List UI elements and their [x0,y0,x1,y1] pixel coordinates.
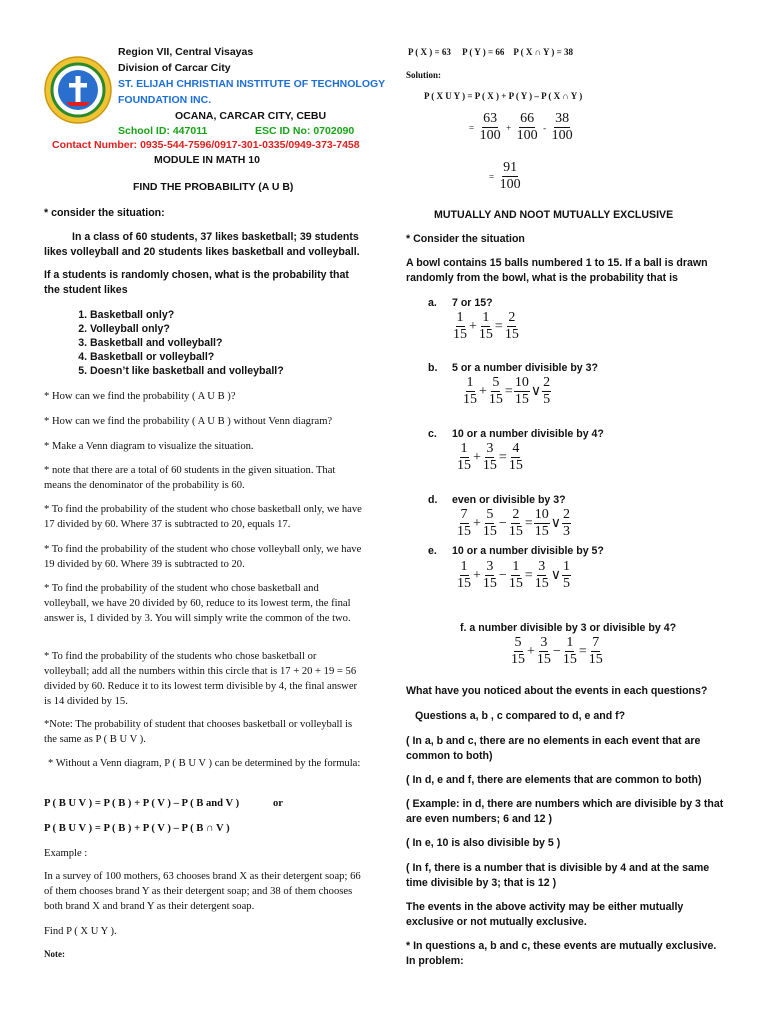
equation-c [456,441,524,474]
minus-sign: − [498,515,507,531]
fraction: $\frac{2}{15}$ [504,310,519,342]
equals-sign: = [524,567,533,583]
fraction: $\frac{1}{15}$ [457,441,471,473]
paragraph: *Note: The probability of student that chooses basketball or volleyball is the same as P ( B U V ). [44,719,353,745]
fraction: $\frac{1}{15}$ [508,559,523,591]
minus-sign: − [552,643,561,659]
equals-sign: = [578,643,587,659]
item-c-label: c. [428,428,437,440]
division-line: Division of Carcar City [118,62,231,74]
fraction: $\frac{63}{100}$ [479,111,501,143]
paragraph: * To find the probability of the student who chose volleyball only, we have 19 divided by 60. Where 39 is subtracted to 20. [44,544,362,570]
plus-sign: + [527,643,535,659]
fraction: $\frac{38}{100}$ [551,111,573,143]
list-item: 5. Doesn’t like basketball and volleyball? [90,364,410,378]
list-item: 4. Basketball or volleyball? [90,350,410,364]
fraction: $\frac{1}{15}$ [457,559,471,591]
list-item: 1. Basketball only? [90,308,410,322]
fraction: $\frac{2}{15}$ [508,507,523,539]
school-name-line2: FOUNDATION INC. [118,94,212,106]
school-seal [44,56,112,124]
item-d-label: d. [428,494,438,506]
plus-sign: + [473,567,481,583]
equation-e [456,559,571,592]
question-intro: If a students is randomly chosen, what is the probability that the student likes [44,269,349,296]
fraction: $\frac{66}{100}$ [516,111,538,143]
fraction: $\frac{7}{15}$ [457,507,471,539]
fraction: $\frac{10}{15}$ [514,375,529,407]
fraction: $\frac{3}{15}$ [536,635,551,667]
region-line: Region VII, Central Visayas [118,46,254,58]
item-b-text: 5 or a number divisible by 3? [452,362,599,374]
paragraph: * Without a Venn diagram, P ( B U V ) can be determined by the formula: [48,758,361,769]
answer-text: ( In f, there is a number that is divisible by 4 and at the same time divisible by 3; that is 12 ) [406,862,710,889]
answer-text: ( In a, b and c, there are no elements in each event that are common to both) [406,735,701,762]
noticed-question: What have you noticed about the events in each questions? [406,685,708,697]
plus-sign: + [473,449,481,465]
equation-1 [468,111,574,144]
plus-sign: + [473,515,481,531]
given-values: P ( X ) = 63 P ( Y ) = 66 P ( X ∩ Y ) = 38 [408,47,574,57]
topic-title: FIND THE PROBABILITY (A U B) [133,181,294,193]
item-a-label: a. [428,297,437,309]
fraction: $\frac{5}{15}$ [511,635,525,667]
bowl-problem: A bowl contains 15 balls numbered 1 to 15. If a ball is drawn randomly from the bowl, what is the probability that is [406,257,708,284]
fraction: $\frac{91}{100}$ [499,160,521,192]
fraction: $\frac{1}{5}$ [562,559,570,591]
question-list [44,308,410,378]
module-title: MODULE IN MATH 10 [154,154,260,166]
equation-b [462,375,551,408]
fraction: $\frac{5}{15}$ [482,507,497,539]
paragraph: * Make a Venn diagram to visualize the situation. [44,441,254,452]
list-item: 2. Volleyball only? [90,322,410,336]
minus-sign: - [543,122,547,133]
list-item: 3. Basketball and volleyball? [90,336,410,350]
fraction: $\frac{5}{15}$ [488,375,503,407]
survey-text: In a survey of 100 mothers, 63 chooses brand X as their detergent soap; 66 of them chooses brand Y as their detergent soap; and 38 of them chooses both brand X and brand Y as their detergent soap. [44,871,361,912]
fraction: $\frac{1}{15}$ [562,635,577,667]
or-symbol: ∨ [530,384,542,399]
equals-sign: = [498,449,507,465]
fraction: $\frac{2}{3}$ [562,507,570,539]
paragraph: * note that there are a total of 60 students in the given situation. That means the denominator of the probability is 60. [44,465,336,491]
fraction: $\frac{10}{15}$ [534,507,549,539]
item-c-text: 10 or a number divisible by 4? [452,428,604,440]
school-address: OCANA, CARCAR CITY, CEBU [175,110,327,122]
fraction: $\frac{7}{15}$ [588,635,603,667]
item-d-text: even or divisible by 3? [452,494,566,506]
find-text: Find P ( X U Y ). [44,926,117,937]
solution-formula: P ( X U Y ) = P ( X ) + P ( Y ) – P ( X ∩ Y ) [424,91,583,101]
note-label: Note: [44,949,65,959]
fraction: $\frac{1}{15}$ [478,310,493,342]
equals-sign: = [524,515,533,531]
fraction: $\frac{3}{15}$ [534,559,549,591]
fraction: $\frac{2}{5}$ [543,375,551,407]
consider-heading: * Consider the situation [406,233,525,245]
paragraph: * How can we find the probability ( A U B ) without Venn diagram? [44,416,333,427]
or-text: or [273,798,283,809]
example-label: Example : [44,848,88,859]
compare-question: Questions a, b , c compared to d, e and f? [415,710,626,722]
equation-a [452,310,520,343]
equation-f [510,635,604,668]
answer-text: * In questions a, b and c, these events are mutually exclusive. In problem: [406,940,717,967]
equals-sign: = [469,122,475,133]
item-a-text: 7 or 15? [452,297,493,309]
equation-d [456,507,571,540]
equals-sign: = [494,318,503,334]
item-e-label: e. [428,545,437,557]
consider-heading: * consider the situation: [44,207,165,219]
answer-text: The events in the above activity may be either mutually exclusive or not mutually exclusive. [406,901,684,928]
school-name-line1: ST. ELIJAH CHRISTIAN INSTITUTE OF TECHNOLOGY [118,78,386,90]
item-b-label: b. [428,362,438,374]
equals-sign: = [504,383,513,399]
fraction: $\frac{1}{15}$ [453,310,467,342]
school-id: School ID: 447011 [118,125,208,137]
formula-line: P ( B U V ) = P ( B ) + P ( V ) – P ( B and V ) [44,798,240,809]
fraction: $\frac{3}{15}$ [482,559,497,591]
fraction: $\frac{4}{15}$ [508,441,523,473]
contact-number: Contact Number: 0935-544-7596/0917-301-0335/0949-373-7458 [52,139,360,151]
or-symbol: ∨ [550,568,561,583]
equals-sign: = [489,171,495,182]
paragraph: * How can we find the probability ( A U B )? [44,391,236,402]
plus-sign: + [506,122,512,133]
section-title: MUTUALLY AND NOOT MUTUALLY EXCLUSIVE [434,209,674,221]
formula-line: P ( B U V ) = P ( B ) + P ( V ) – P ( B ∩ V ) [44,823,230,834]
situation-text: In a class of 60 students, 37 likes basketball; 39 students likes volleyball and 20 students likes basketball and volleyball. [44,231,360,258]
plus-sign: + [479,383,487,399]
answer-text: ( Example: in d, there are numbers which are divisible by 3 that are even numbers; 6 and 12 ) [406,798,724,825]
paragraph: * To find the probability of the students who chose basketball or volleyball; add all the numbers within this circle that is 17 + 20 + 19 = 56 divided by 60. Reduce it to its lowest term divisible by 4, the final answer is 14 divided by 15. [44,651,358,707]
fraction: $\frac{1}{15}$ [463,375,477,407]
esc-id: ESC ID No: 0702090 [255,125,355,137]
paragraph: * To find the probability of the student who chose basketball and volleyball, we have 20 divided by 60, reduce to its lowest term, the final answer is, 1 divided by 3. You will simply write the common of the two. [44,583,351,624]
minus-sign: − [498,567,507,583]
or-symbol: ∨ [550,516,561,531]
equation-2 [488,160,522,193]
answer-text: ( In d, e and f, there are elements that are common to both) [406,774,702,786]
item-e-text: 10 or a number divisible by 5? [452,545,604,557]
solution-label: Solution: [406,70,442,80]
paragraph: * To find the probability of the student who chose basketball only, we have 17 divided by 60. Where 37 is subtracted to 20, equals 17. [44,504,362,530]
item-f-text: f. a number divisible by 3 or divisible by 4? [460,622,677,634]
fraction: $\frac{3}{15}$ [482,441,497,473]
answer-text: ( In e, 10 is also divisible by 5 ) [406,837,561,849]
plus-sign: + [469,318,477,334]
